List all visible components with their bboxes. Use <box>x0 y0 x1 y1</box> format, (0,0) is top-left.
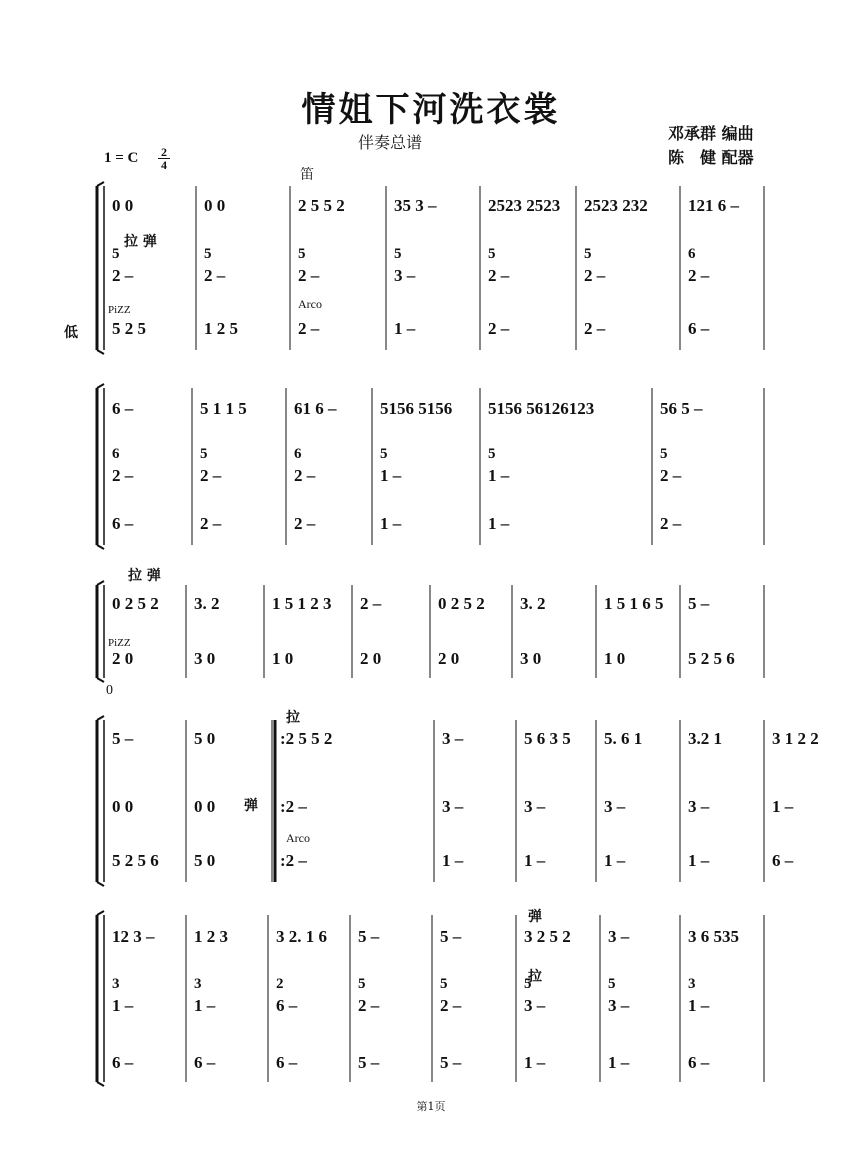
note-cell: 5 – <box>112 729 134 748</box>
zero-marking: 0 <box>106 683 113 698</box>
note-cell-upper: 5 <box>204 246 212 262</box>
arco-marking-1: Arco <box>298 297 322 311</box>
note-cell: 0 0 <box>112 797 134 816</box>
bracket-hook-bottom <box>97 545 104 549</box>
note-cell: 2 5 5 2 <box>298 196 345 215</box>
bracket-hook-top <box>97 384 104 388</box>
note-cell: 2 – <box>112 466 134 485</box>
technique-la-tan-1: 拉 弹 <box>124 234 157 250</box>
note-cell: 1 – <box>488 466 510 485</box>
note-cell: 1 5 1 6 5 <box>604 594 664 613</box>
time-signature-top: 2 <box>161 145 167 159</box>
note-cell: 1 2 3 <box>194 927 228 946</box>
note-cell: 12 3 – <box>112 927 155 946</box>
note-cell: 2 – <box>204 266 226 285</box>
key-signature: 1 = C <box>104 150 139 166</box>
note-cell: 0 0 <box>112 196 134 215</box>
note-cell: 6 – <box>688 319 710 338</box>
note-cell: :2 – <box>280 797 307 816</box>
note-cell: 3. 2 <box>520 594 546 613</box>
note-cell: 0 0 <box>194 797 216 816</box>
note-cell: 0 0 <box>204 196 226 215</box>
note-cell: :2 5 5 2 <box>280 729 333 748</box>
pizz-marking-1: PiZZ <box>108 304 131 316</box>
note-cell: 1 0 <box>272 649 294 668</box>
tan-marking-1: 弹 <box>244 798 258 814</box>
note-cell: 6 – <box>112 514 134 533</box>
note-cell-upper: 5 <box>584 246 592 262</box>
note-cell: 1 – <box>194 996 216 1015</box>
note-cell: 5. 6 1 <box>604 729 643 748</box>
note-cell: 6 – <box>688 1053 710 1072</box>
note-cell-upper: 5 <box>660 446 668 462</box>
tan-marking-2: 弹 <box>528 909 542 925</box>
note-cell: 1 – <box>112 996 134 1015</box>
note-cell-upper: 3 <box>688 976 696 992</box>
note-cell: 1 – <box>688 996 710 1015</box>
note-cell-upper: 5 <box>440 976 448 992</box>
pizz-marking-2: PiZZ <box>108 637 131 649</box>
note-cell: 2 – <box>200 514 222 533</box>
note-cell: 2 – <box>488 319 510 338</box>
note-cell: 1 – <box>524 851 546 870</box>
note-cell: 1 – <box>488 514 510 533</box>
composer-credit: 邓承群 编曲 <box>668 124 754 143</box>
bracket-hook-bottom <box>97 350 104 354</box>
note-cell: 3 – <box>524 797 546 816</box>
note-cell: 6 – <box>276 996 298 1015</box>
note-cell-upper: 5 <box>524 976 532 992</box>
note-cell: 0 2 5 2 <box>112 594 159 613</box>
note-cell: 3 2 5 2 <box>524 927 571 946</box>
la-marking-1: 拉 <box>286 710 300 726</box>
time-signature-bottom: 4 <box>158 158 170 171</box>
note-cell: 1 – <box>608 1053 630 1072</box>
note-cell: 1 0 <box>604 649 626 668</box>
note-cell: 2 – <box>440 996 462 1015</box>
note-cell: 3 – <box>608 996 630 1015</box>
note-cell: 1 – <box>688 851 710 870</box>
note-cell: 5 – <box>440 927 462 946</box>
note-cell: 1 5 1 2 3 <box>272 594 332 613</box>
note-cell: 3 – <box>442 797 464 816</box>
note-cell: 3 0 <box>520 649 542 668</box>
note-cell: 2 – <box>294 514 316 533</box>
note-cell-upper: 5 <box>358 976 366 992</box>
note-cell-upper: 5 <box>608 976 616 992</box>
note-cell: 1 – <box>772 797 794 816</box>
note-cell-upper: 5 <box>298 246 306 262</box>
note-cell: 1 – <box>524 1053 546 1072</box>
note-cell: 1 – <box>442 851 464 870</box>
page-footer: 第1页 <box>416 1100 446 1113</box>
note-cell-upper: 2 <box>276 976 284 992</box>
note-cell: 3 – <box>442 729 464 748</box>
note-cell: 2 – <box>358 996 380 1015</box>
note-cell: 5 – <box>358 927 380 946</box>
note-cell: 5 – <box>358 1053 380 1072</box>
note-cell: 5 6 3 5 <box>524 729 571 748</box>
note-cell: 5156 56126123 <box>488 399 595 418</box>
note-cell-upper: 5 <box>112 246 120 262</box>
note-cell-upper: 6 <box>688 246 696 262</box>
note-cell: 2 – <box>360 594 382 613</box>
note-cell: 121 6 – <box>688 196 739 215</box>
note-cell-upper: 5 <box>394 246 402 262</box>
note-cell: 2 – <box>688 266 710 285</box>
note-cell: 3 – <box>394 266 416 285</box>
note-cell: 2 – <box>200 466 222 485</box>
note-cell: 6 – <box>276 1053 298 1072</box>
note-cell: 3 – <box>608 927 630 946</box>
note-cell: 5 – <box>440 1053 462 1072</box>
note-cell: 5 2 5 6 <box>112 851 159 870</box>
note-cell: 5 2 5 <box>112 319 146 338</box>
note-cell: 1 – <box>394 319 416 338</box>
note-cell: 3. 2 <box>194 594 220 613</box>
bracket-hook-top <box>97 182 104 186</box>
note-cell: 6 – <box>772 851 794 870</box>
note-cell: 2 0 <box>438 649 460 668</box>
note-cell: 2 – <box>294 466 316 485</box>
note-cell-upper: 6 <box>294 446 302 462</box>
note-cell: 1 – <box>380 514 402 533</box>
note-cell: 1 – <box>380 466 402 485</box>
note-cell-upper: 5 <box>380 446 388 462</box>
note-cell: 2 – <box>298 266 320 285</box>
note-cell: 6 – <box>112 1053 134 1072</box>
note-cell-upper: 6 <box>112 446 120 462</box>
note-cell: 3 – <box>604 797 626 816</box>
note-cell: 2 – <box>660 514 682 533</box>
arranger-credit: 陈 健 配器 <box>668 148 754 167</box>
note-cell: 1 2 5 <box>204 319 238 338</box>
note-cell: 2 – <box>112 266 134 285</box>
note-cell: 5 – <box>688 594 710 613</box>
note-cell: 2523 2523 <box>488 196 561 215</box>
note-cell: 3.2 1 <box>688 729 722 748</box>
technique-la-tan-2: 拉 弹 <box>128 568 161 584</box>
note-cell-upper: 5 <box>488 446 496 462</box>
note-cell: 2 0 <box>360 649 382 668</box>
note-cell: 61 6 – <box>294 399 337 418</box>
note-cell: 5156 5156 <box>380 399 453 418</box>
note-cell-upper: 5 <box>488 246 496 262</box>
note-cell: 3 0 <box>194 649 216 668</box>
bracket-hook-top <box>97 581 104 585</box>
note-cell: 3 6 535 <box>688 927 739 946</box>
bracket-hook-bottom <box>97 678 104 682</box>
note-cell-upper: 5 <box>200 446 208 462</box>
note-cell: 35 3 – <box>394 196 437 215</box>
note-cell: 1 – <box>604 851 626 870</box>
page-title: 情姐下河洗衣裳 <box>301 90 561 130</box>
bracket-hook-bottom <box>97 882 104 886</box>
note-cell: 5 2 5 6 <box>688 649 735 668</box>
bracket-hook-top <box>97 716 104 720</box>
note-cell: 6 – <box>194 1053 216 1072</box>
note-cell: 2 – <box>584 266 606 285</box>
note-cell: 3 1 2 2 <box>772 729 819 748</box>
note-cell: 2 – <box>298 319 320 338</box>
part-label-low: 低 <box>64 325 78 341</box>
note-cell: 2 – <box>488 266 510 285</box>
note-cell: 5 0 <box>194 729 216 748</box>
subtitle: 伴奏总谱 <box>358 133 423 152</box>
la-marking-2: 拉 <box>528 969 542 985</box>
note-cell: 3 – <box>688 797 710 816</box>
note-cell: 56 5 – <box>660 399 703 418</box>
bracket-hook-bottom <box>97 1082 104 1086</box>
note-cell: 6 – <box>112 399 134 418</box>
flute-marking: 笛 <box>300 167 314 183</box>
note-cell: 3 2. 1 6 <box>276 927 327 946</box>
note-cell: 2 – <box>584 319 606 338</box>
bracket-hook-top <box>97 911 104 915</box>
note-cell: 5 0 <box>194 851 216 870</box>
note-cell: :2 – <box>280 851 307 870</box>
note-cell: 2 0 <box>112 649 134 668</box>
note-cell-upper: 3 <box>112 976 120 992</box>
note-cell: 5 1 1 5 <box>200 399 247 418</box>
arco-marking-2: Arco <box>286 831 310 845</box>
note-cell: 0 2 5 2 <box>438 594 485 613</box>
note-cell: 2 – <box>660 466 682 485</box>
note-cell: 3 – <box>524 996 546 1015</box>
note-cell: 2523 232 <box>584 196 648 215</box>
note-cell-upper: 3 <box>194 976 202 992</box>
